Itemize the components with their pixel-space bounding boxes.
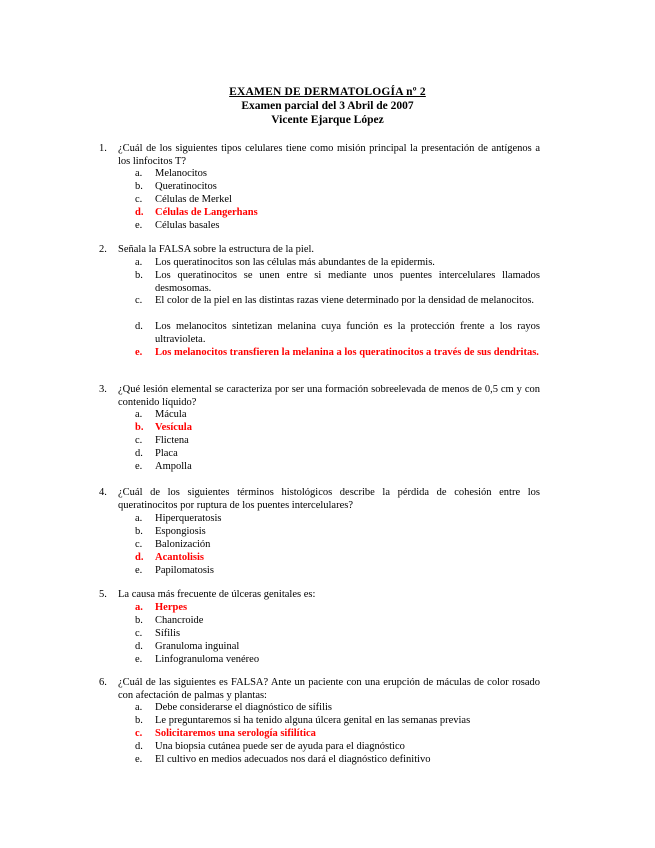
option-letter: c. (135, 194, 143, 205)
option-text: Los queratinocitos son las células más abundantes de la epidermis. (155, 257, 435, 268)
option-letter: d. (135, 552, 144, 563)
option-text: Los melanocitos transfieren la melanina a los queratinocitos a través de sus dendritas. (155, 347, 539, 358)
option-text: Linfogranuloma venéreo (155, 654, 260, 665)
option-letter: c. (135, 435, 143, 446)
option-letter: c. (135, 539, 143, 550)
option-text: El cultivo en medios adecuados nos dará el diagnóstico definitivo (155, 754, 431, 765)
option-letter: c. (135, 295, 143, 306)
option-text: Placa (155, 448, 178, 459)
option-text: Los melanocitos sintetizan melanina cuya función es la protección frente a los rayos ultravioleta. (155, 321, 540, 345)
option-letter: c. (135, 628, 143, 639)
question-text: ¿Cuál de los siguientes tipos celulares tiene como misión principal la presentación de antígenos a los linfocitos T? (118, 143, 540, 167)
option-text: Vesícula (155, 422, 192, 433)
option-letter: e. (135, 220, 143, 231)
question-number: 4. (99, 487, 107, 498)
exam-title: EXAMEN DE DERMATOLOGÍA nº 2 (229, 86, 426, 98)
option-letter: a. (135, 409, 143, 420)
option-text: Células de Merkel (155, 194, 232, 205)
option-letter: d. (135, 321, 143, 332)
question-number: 2. (99, 244, 107, 255)
option-text: Acantolisis (155, 552, 205, 563)
option-text: Balonización (155, 539, 211, 550)
question-number: 1. (99, 143, 107, 154)
option-letter: e. (135, 654, 143, 665)
option-text: Espongiosis (155, 526, 206, 537)
option-letter: b. (135, 715, 143, 726)
option-letter: b. (135, 422, 144, 433)
option-text: Papilomatosis (155, 565, 214, 576)
option-letter: a. (135, 702, 143, 713)
question-text: La causa más frecuente de úlceras genitales es: (118, 589, 316, 600)
option-text: Le preguntaremos si ha tenido alguna úlcera genital en las semanas previas (155, 715, 471, 726)
option-letter: a. (135, 257, 143, 268)
option-text: Chancroide (155, 615, 204, 626)
option-letter: b. (135, 615, 143, 626)
option-text: Solicitaremos una serología sifilítica (155, 728, 316, 739)
option-letter: d. (135, 741, 143, 752)
option-letter: e. (135, 754, 143, 765)
option-letter: e. (135, 347, 143, 358)
option-text: Células de Langerhans (155, 207, 258, 218)
option-text: Los queratinocitos se unen entre si mediante unos puentes intercelulares llamados desmosomas. (155, 270, 540, 294)
question-number: 3. (99, 384, 107, 395)
option-text: Hiperqueratosis (155, 513, 222, 524)
option-letter: e. (135, 565, 143, 576)
option-text: Ampolla (155, 461, 192, 472)
question-text: ¿Cuál de los siguientes términos histológicos describe la pérdida de cohesión entre los queratinocitos por ruptura de los puentes intercelulares? (118, 487, 540, 511)
option-text: Mácula (155, 409, 187, 420)
option-text: Flictena (155, 435, 189, 446)
question-text: Señala la FALSA sobre la estructura de la piel. (118, 244, 315, 255)
option-letter: d. (135, 448, 143, 459)
option-letter: c. (135, 728, 143, 739)
exam-subtitle: Examen parcial del 3 Abril de 2007 (241, 100, 414, 112)
option-letter: a. (135, 513, 143, 524)
question-number: 6. (99, 677, 107, 688)
exam-author: Vicente Ejarque López (271, 114, 384, 126)
option-text: Debe considerarse el diagnóstico de sífilis (155, 702, 332, 713)
option-letter: b. (135, 181, 143, 192)
question-text: ¿Qué lesión elemental se caracteriza por ser una formación sobreelevada de menos de 0,5 cm y con contenido líquido? (118, 384, 540, 408)
question-number: 5. (99, 589, 107, 600)
option-text: Una biopsia cutánea puede ser de ayuda para el diagnóstico (155, 741, 405, 752)
option-text: Herpes (155, 602, 188, 613)
option-letter: d. (135, 641, 143, 652)
option-letter: b. (135, 270, 143, 281)
option-text: Granuloma inguinal (155, 641, 240, 652)
option-text: El color de la piel en las distintas razas viene determinado por la densidad de melanocitos. (155, 295, 535, 306)
option-text: Queratinocitos (155, 181, 217, 192)
option-letter: e. (135, 461, 143, 472)
option-text: Sífilis (155, 628, 181, 639)
option-letter: d. (135, 207, 144, 218)
option-letter: a. (135, 602, 143, 613)
option-text: Células basales (155, 220, 220, 231)
option-letter: b. (135, 526, 143, 537)
option-text: Melanocitos (155, 168, 207, 179)
question-text: ¿Cuál de las siguientes es FALSA? Ante un paciente con una erupción de máculas de color rosado con afectación de palmas y plantas: (118, 677, 540, 701)
option-letter: a. (135, 168, 143, 179)
